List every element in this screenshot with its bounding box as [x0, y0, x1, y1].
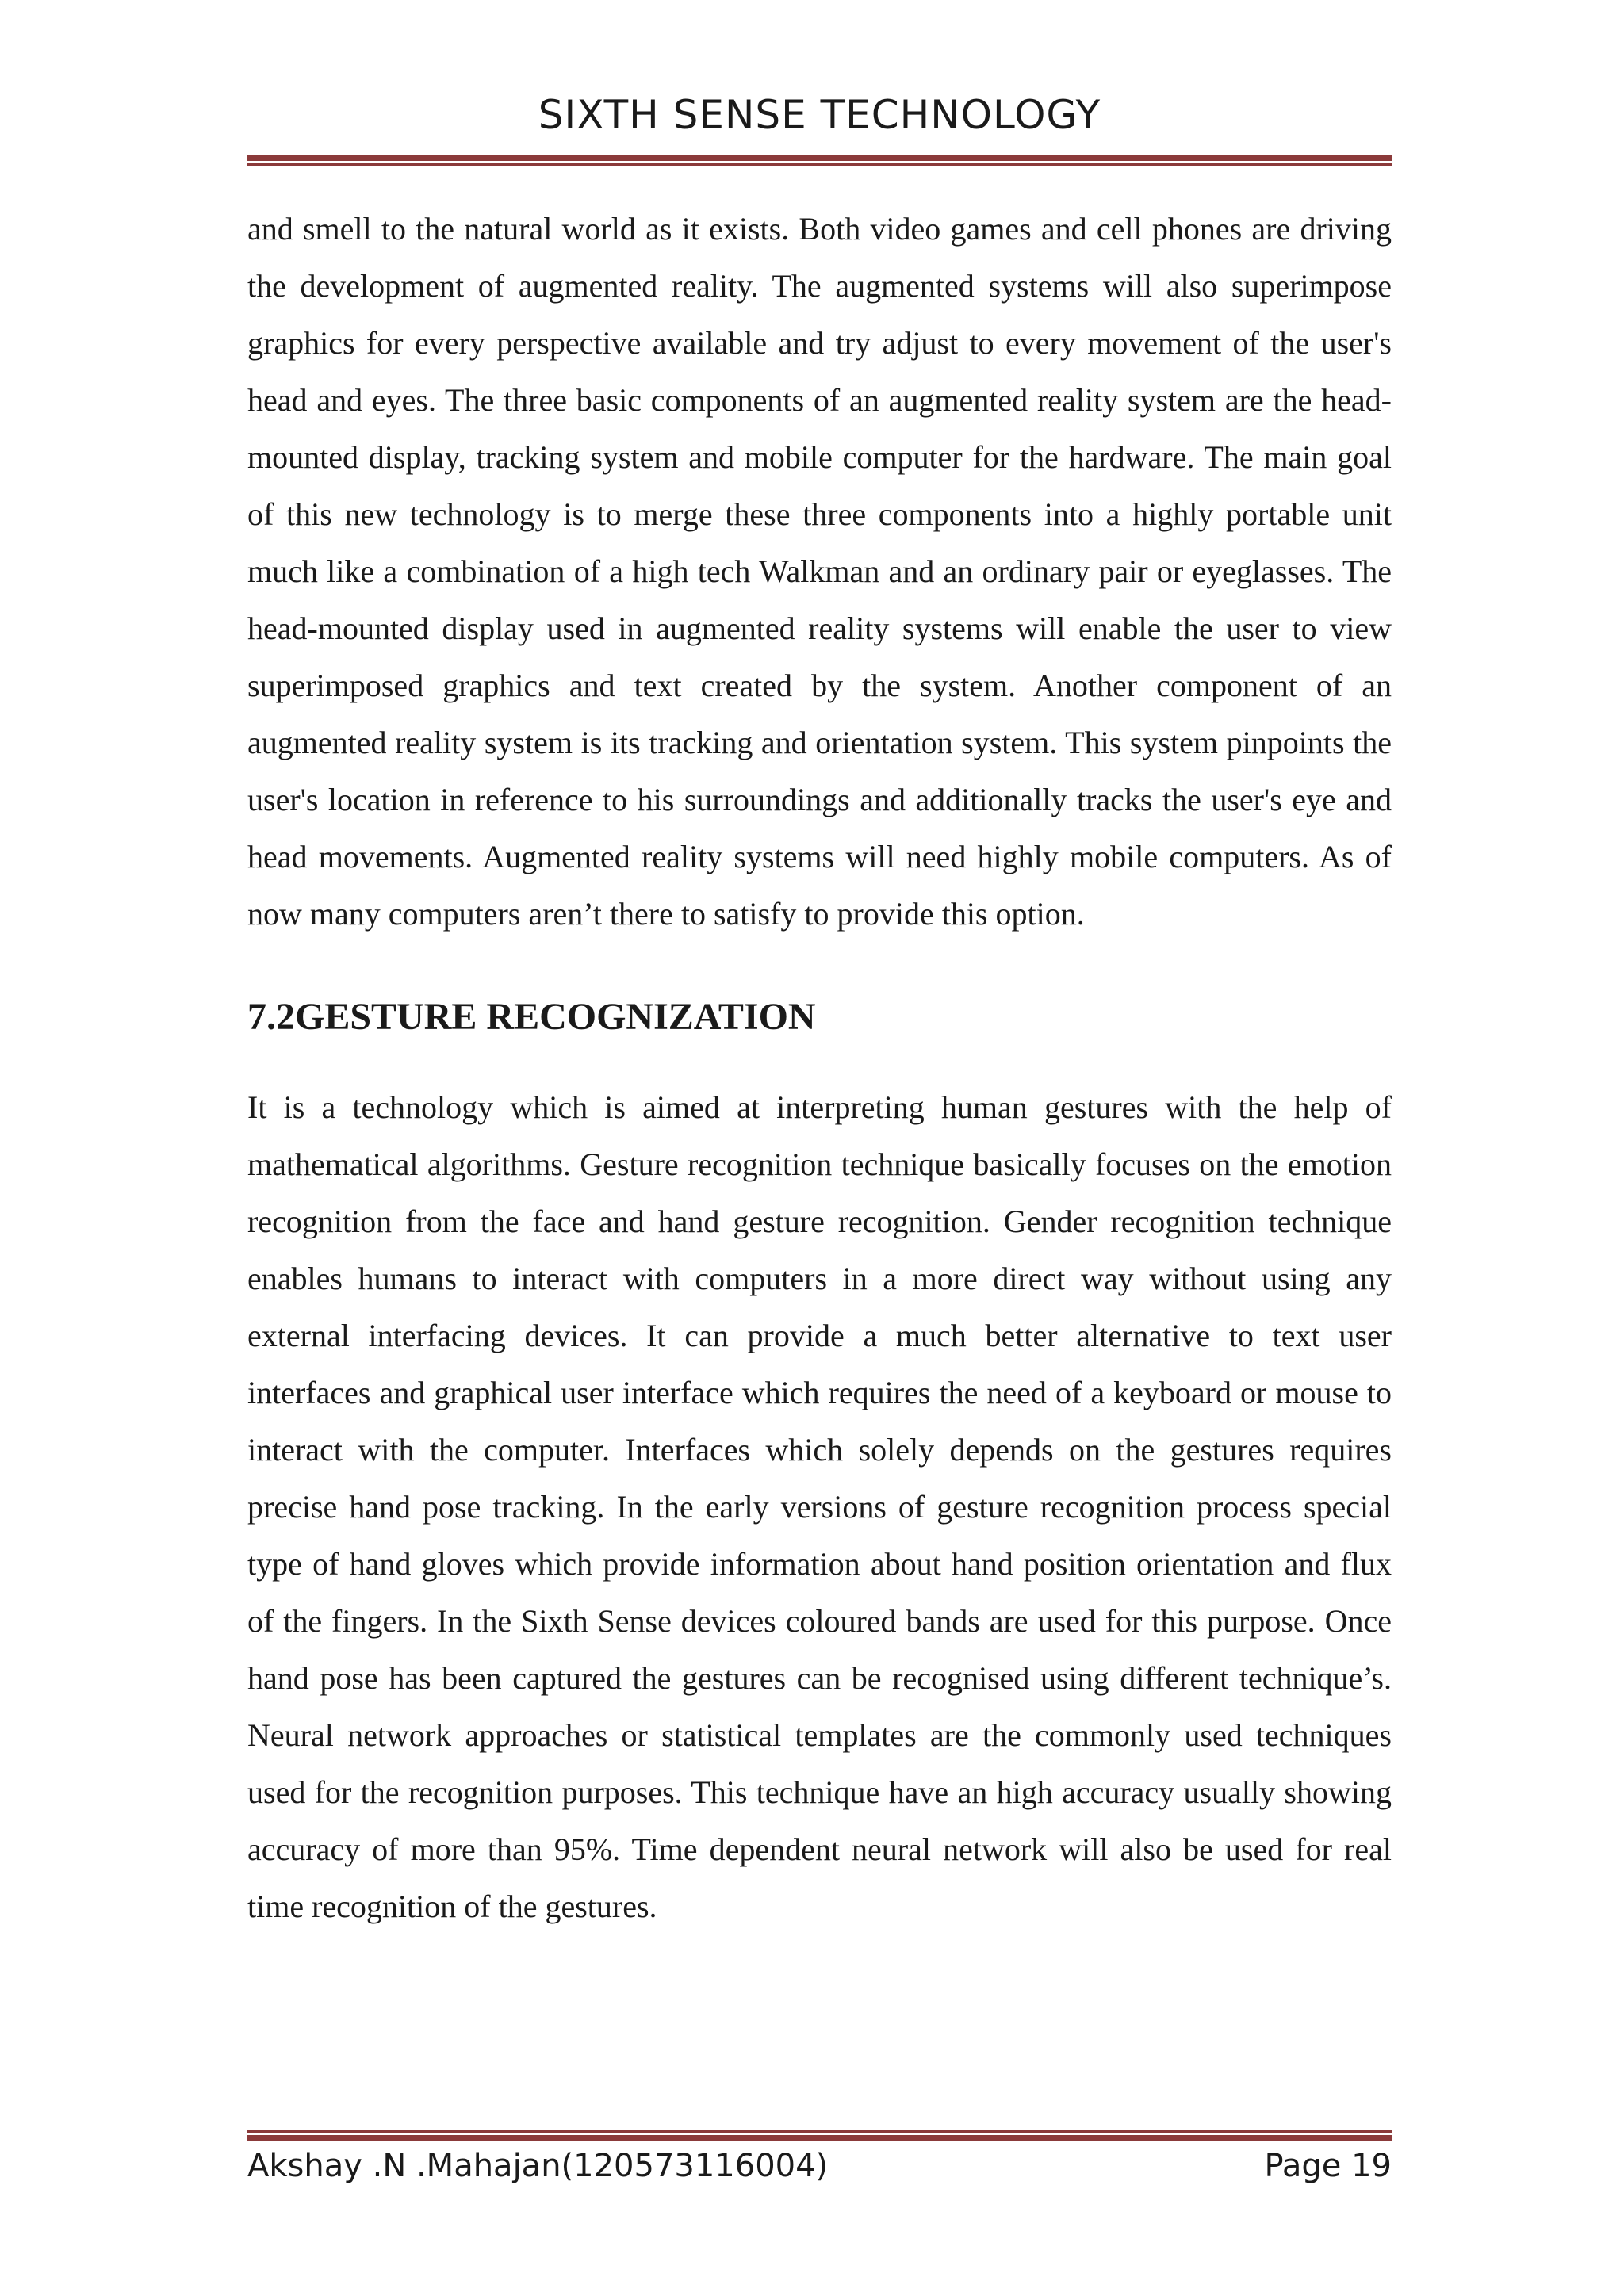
header-divider [247, 155, 1392, 166]
body-paragraph: It is a technology which is aimed at interpreting human gestures with the help of mathematical algorithms. Gesture recognition technique basically focuses on the emotion recognition from the face and hand gesture recognition. Gender recognition technique enables humans to interact with computers in a more direct way without using any external interfacing devices. It can provide a much better alternative to text user interfaces and graphical user interface which requires the need of a keyboard or mouse to interact with the computer. Interfaces which solely depends on the gestures requires precise hand pose tracking. In the early versions of gesture recognition process special type of hand gloves which provide information about hand position orientation and flux of the fingers. In the Sixth Sense devices coloured bands are used for this purpose. Once hand pose has been captured the gestures can be recognised using different technique’s. Neural network approaches or statistical templates are the commonly used techniques used for the recognition purposes. This technique have an high accuracy usually showing accuracy of more than 95%. Time dependent neural network will also be used for real time recognition of the gestures. [247, 1089, 1392, 1924]
page-content [247, 201, 1392, 1935]
section-heading: 7.2GESTURE RECOGNIZATION [247, 996, 816, 1038]
page-header [247, 92, 1392, 138]
document-title: SIXTH SENSE TECHNOLOGY [538, 92, 1101, 138]
footer-divider [247, 2130, 1392, 2141]
page-number: Page 19 [1264, 2148, 1392, 2184]
body-paragraph: and smell to the natural world as it exists. Both video games and cell phones are driving the development of augmented reality. The augmented systems will also superimpose graphics for every perspective available and try adjust to every movement of the user's head and eyes. The three basic components of an augmented reality system are the head-mounted display, tracking system and mobile computer for the hardware. The main goal of this new technology is to merge these three components into a highly portable unit much like a combination of a high tech Walkman and an ordinary pair or eyeglasses. The head-mounted display used in augmented reality systems will enable the user to view superimposed graphics and text created by the system. Another component of an augmented reality system is its tracking and orientation system. This system pinpoints the user's location in reference to his surroundings and additionally tracks the user's eye and head movements. Augmented reality systems will need highly mobile computers. As of now many computers aren’t there to satisfy to provide this option. [247, 211, 1392, 932]
footer-author: Akshay .N .Mahajan(120573116004) [247, 2148, 829, 2184]
page-footer [247, 2150, 1392, 2182]
